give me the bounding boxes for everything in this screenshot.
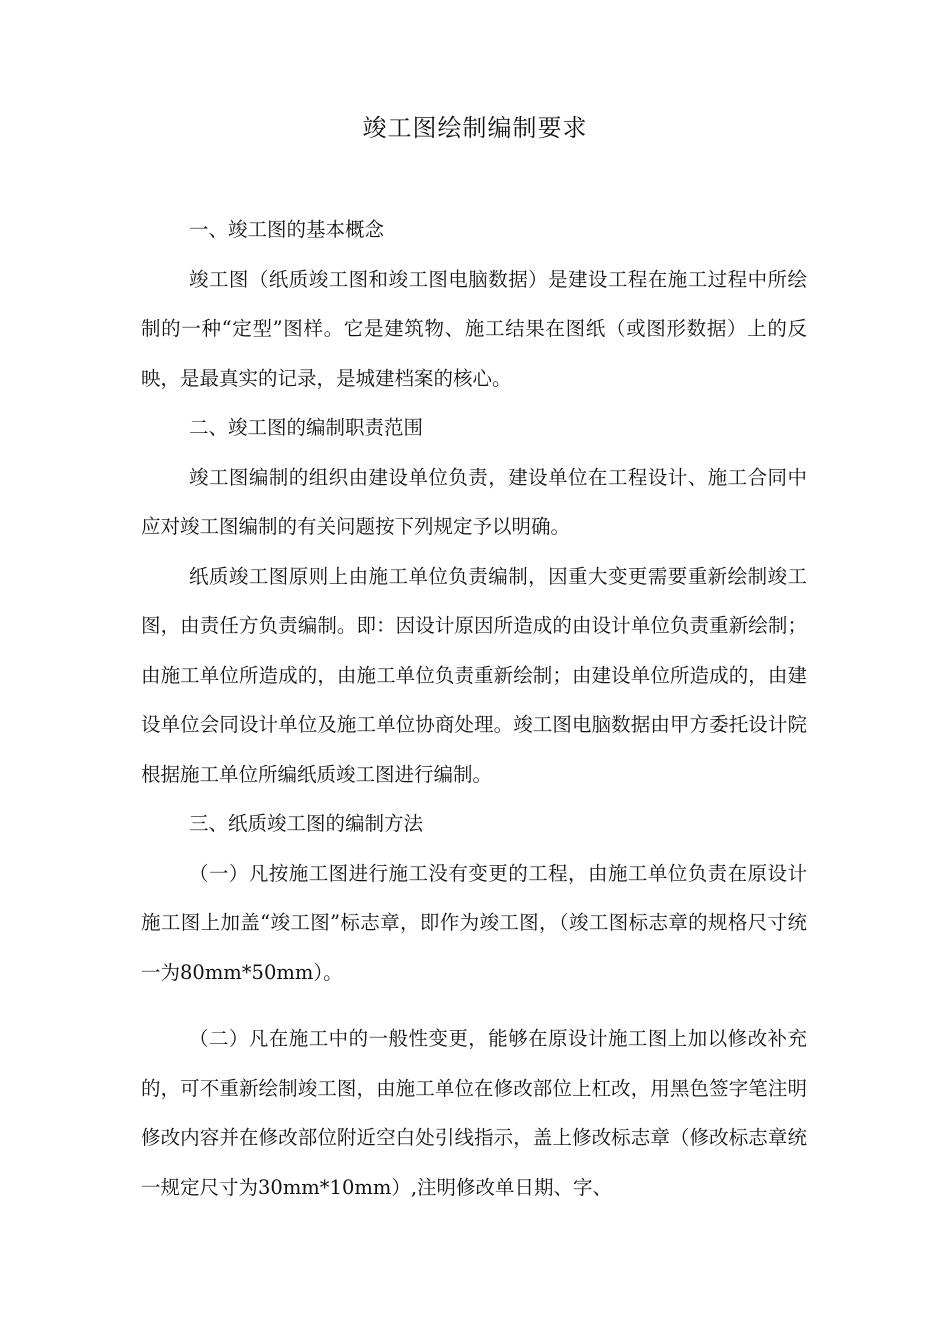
body-paragraph: （一）凡按施工图进行施工没有变更的工程，由施工单位负责在原设计施工图上加盖“竣工图”标志章，即作为竣工图，（竣工图标志章的规格尺寸统一为80mm*50mm）。 bbox=[141, 861, 807, 984]
body-paragraph: （二）凡在施工中的一般性变更，能够在原设计施工图上加以修改补充的，可不重新绘制竣工图，由施工单位在修改部位上杠改，用黑色签字笔注明修改内容并在修改部位附近空白处引线指示，盖上修改标志章（修改标志章统一规定尺寸为30mm*10mm）,注明修改单日期、字、 bbox=[141, 1027, 807, 1199]
body-paragraph: 竣工图（纸质竣工图和竣工图电脑数据）是建设工程在施工过程中所绘制的一种“定型”图样。它是建筑物、施工结果在图纸（或图形数据）上的反映，是最真实的记录，是城建档案的核心。 bbox=[141, 267, 807, 390]
section-heading-2: 二、竣工图的编制职责范围 bbox=[189, 416, 424, 439]
section-heading-3: 三、纸质竣工图的编制方法 bbox=[189, 812, 424, 835]
body-paragraph: 竣工图编制的组织由建设单位负责，建设单位在工程设计、施工合同中应对竣工图编制的有关问题按下列规定予以明确。 bbox=[141, 465, 807, 538]
document-title: 竣工图绘制编制要求 bbox=[362, 114, 588, 142]
body-paragraph: 纸质竣工图原则上由施工单位负责编制，因重大变更需要重新绘制竣工图，由责任方负责编制。即：因设计原因所造成的由设计单位负责重新绘制；由施工单位所造成的，由施工单位负责重新绘制；由建设单位所造成的，由建设单位会同设计单位及施工单位协商处理。竣工图电脑数据由甲方委托设计院根据施工单位所编纸质竣工图进行编制。 bbox=[141, 564, 807, 786]
document-body bbox=[141, 205, 807, 1212]
section-heading-1: 一、竣工图的基本概念 bbox=[189, 218, 385, 241]
